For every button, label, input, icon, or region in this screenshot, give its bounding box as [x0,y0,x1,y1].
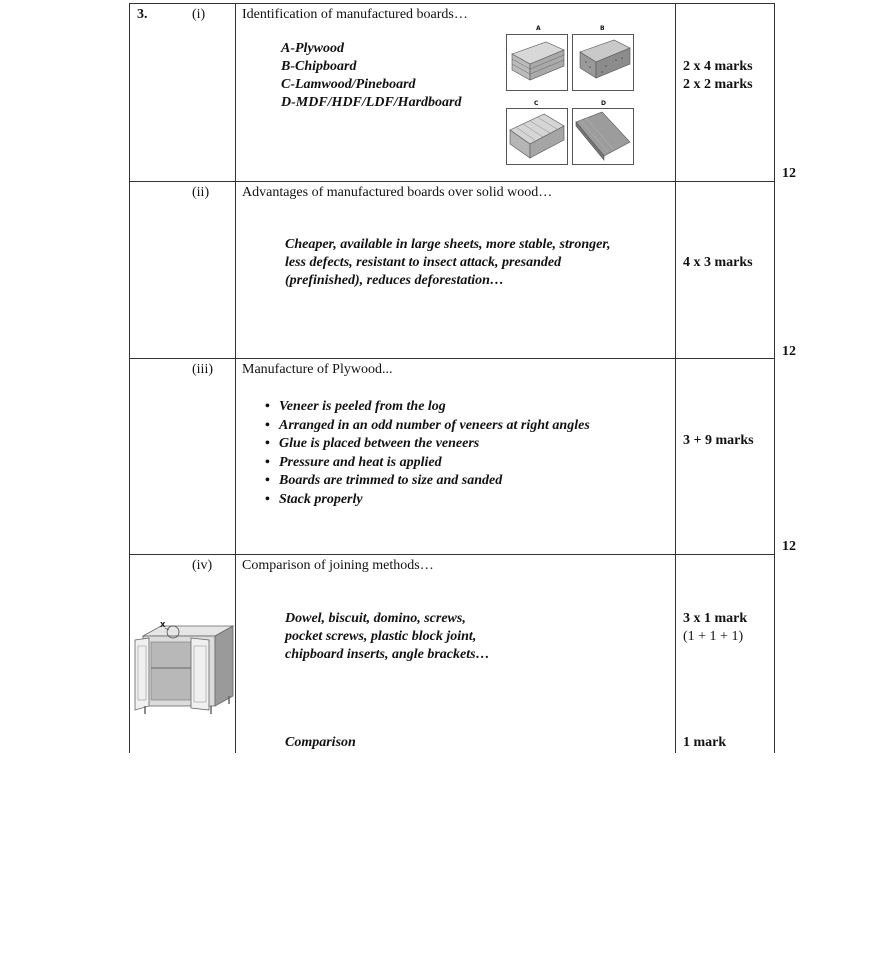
section-total: 12 [782,344,796,359]
image-label: A [536,25,541,32]
section-total: 12 [782,539,796,554]
row-divider-2 [129,358,775,359]
part-label-i: (i) [192,7,206,22]
marks-value: 4 x 3 marks [683,255,753,270]
answer-bullet-list [265,398,590,510]
answer-line: pocket screws, plastic block joint, [285,629,477,644]
row-divider-3 [129,554,775,555]
list-item: • Pressure and heat is applied [265,454,590,473]
image-label: D [601,100,606,107]
answer-line: B-Chipboard [281,59,357,74]
marks-value: 2 x 2 marks [683,77,753,92]
part-prompt-i: Identification of manufactured boards… [242,7,468,22]
list-item: • Arranged in an odd number of veneers at right angles [265,417,590,436]
comparison-label: Comparison [285,735,356,750]
list-item: • Glue is placed between the veneers [265,435,590,454]
column-divider-marks [675,3,676,753]
list-item: • Stack properly [265,491,590,510]
answer-line: Cheaper, available in large sheets, more stable, stronger, [285,237,611,252]
answer-line: (prefinished), reduces deforestation… [285,273,504,288]
row-divider-1 [129,181,775,182]
answer-line: D-MDF/HDF/LDF/Hardboard [281,95,462,110]
section-total: 12 [782,166,796,181]
marks-value: 1 mark [683,735,727,750]
part-label-iii: (iii) [192,362,213,377]
cabinet-illustration [131,618,235,736]
table-top-border [129,3,775,4]
answer-line: chipboard inserts, angle brackets… [285,647,490,662]
marks-value: 2 x 4 marks [683,59,753,74]
table-right-border [774,3,775,753]
part-prompt-ii: Advantages of manufactured boards over solid wood… [242,185,553,200]
marks-value: 3 + 9 marks [683,433,754,448]
plywood-board-image [506,34,568,91]
part-prompt-iii: Manufacture of Plywood... [242,362,393,377]
column-divider-prompt [235,3,236,753]
answer-line: less defects, resistant to insect attack, presanded [285,255,562,270]
part-label-iv: (iv) [192,558,213,573]
answer-line: C-Lamwood/Pineboard [281,77,416,92]
image-label: B [600,25,605,32]
list-item: • Veneer is peeled from the log [265,398,590,417]
marks-breakdown: (1 + 1 + 1) [683,629,744,644]
list-item: • Boards are trimmed to size and sanded [265,472,590,491]
question-number: 3. [137,7,148,22]
marks-value: 3 x 1 mark [683,611,748,626]
part-prompt-iv: Comparison of joining methods… [242,558,434,573]
figure-label: X [160,621,166,629]
answer-line: Dowel, biscuit, domino, screws, [285,611,466,626]
table-left-border [129,3,130,753]
chipboard-image [572,34,634,91]
lamwood-pineboard-image [506,108,568,165]
answer-line: A-Plywood [281,41,344,56]
part-label-ii: (ii) [192,185,210,200]
mdf-hardboard-image [572,108,634,165]
image-label: C [534,100,539,107]
